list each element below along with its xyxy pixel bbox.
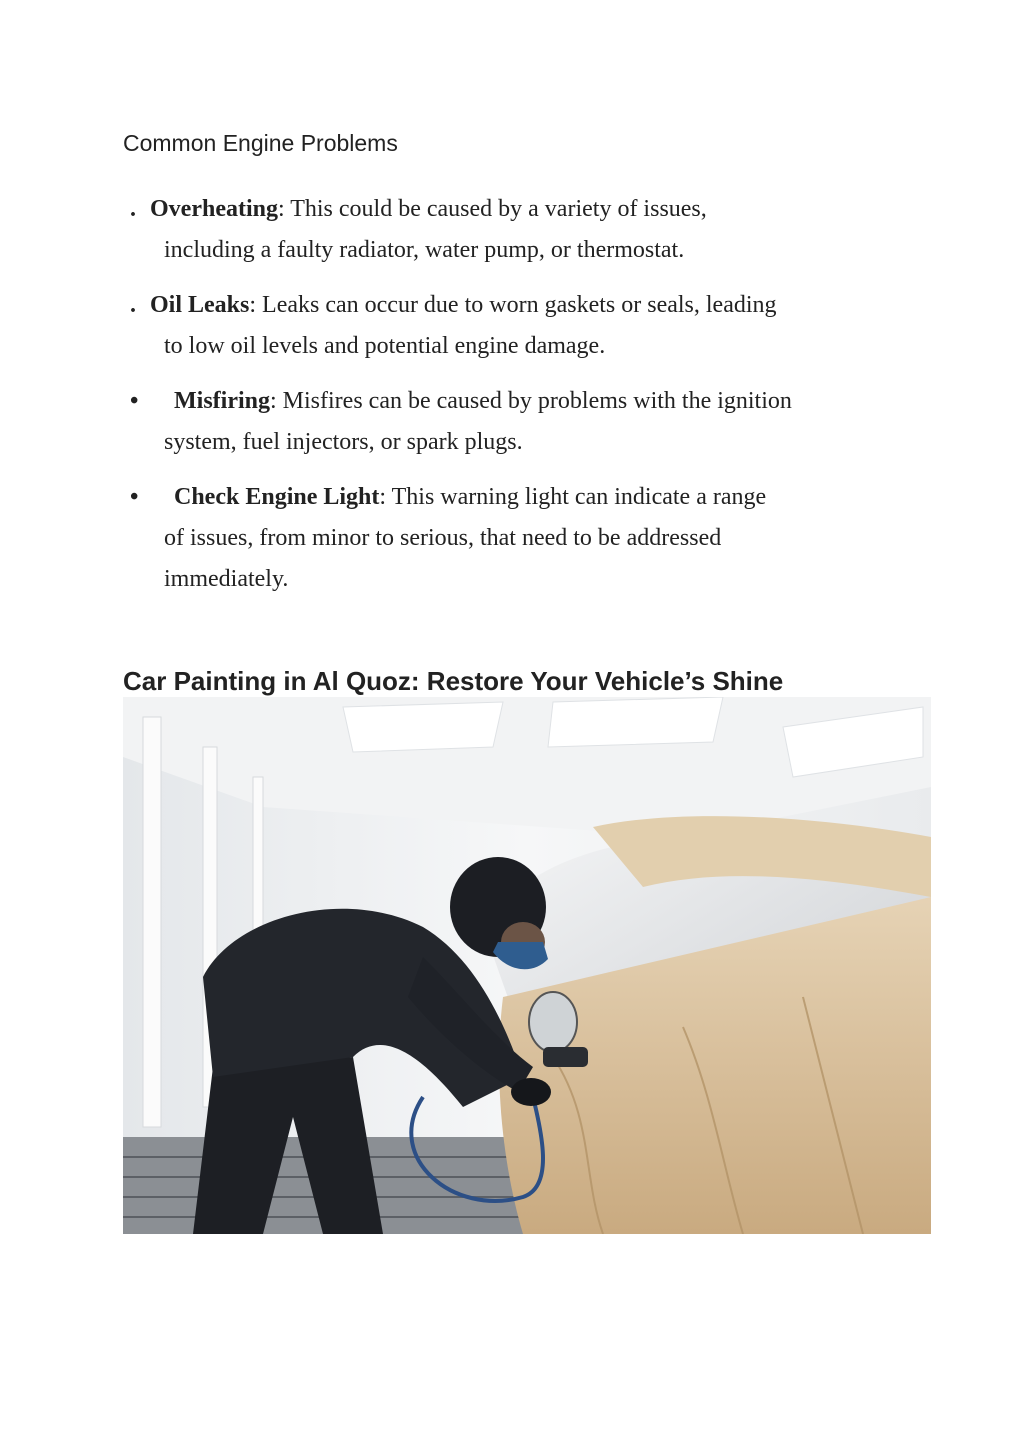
wall-light-strip <box>143 717 161 1127</box>
car-painting-heading: Car Painting in Al Quoz: Restore Your Vehicle’s Shine <box>123 666 784 696</box>
problem-description-start: : This could be caused by a variety of issues, <box>277 196 707 222</box>
problem-description-start: : This warning light can indicate a range <box>379 484 767 510</box>
list-marker: . <box>130 196 136 222</box>
problem-description-rest: system, fuel injectors, or spark plugs. <box>164 429 523 455</box>
problem-term: Misfiring <box>174 388 270 414</box>
list-marker: . <box>130 292 136 318</box>
ceiling-light-panel <box>548 697 723 747</box>
spray-gun-cup <box>529 992 577 1052</box>
bullet-marker: • <box>130 388 139 414</box>
problem-description-start: : Misfires can be caused by problems with the ignition <box>270 388 792 414</box>
problem-item-misfiring <box>130 381 920 463</box>
painter-glove <box>511 1078 551 1106</box>
problem-description-rest: to low oil levels and potential engine damage. <box>164 333 606 359</box>
problem-term: Oil Leaks <box>150 292 250 318</box>
problem-item-oil-leaks <box>130 285 920 367</box>
spray-gun-body <box>543 1047 588 1067</box>
problem-description-start: : Leaks can occur due to worn gaskets or seals, leading <box>249 292 777 318</box>
problem-item-check-engine-light <box>130 477 920 600</box>
problem-item-overheating <box>130 189 920 271</box>
problem-term: Check Engine Light <box>174 484 380 510</box>
section-title: Common Engine Problems <box>123 130 398 156</box>
problem-description-rest: including a faulty radiator, water pump, or thermostat. <box>164 237 685 263</box>
problem-description-rest: of issues, from minor to serious, that need to be addressed immediately. <box>164 525 722 592</box>
ceiling-light-panel <box>343 702 503 752</box>
bullet-marker: • <box>130 484 139 510</box>
car-painting-photo <box>123 697 931 1234</box>
problem-term: Overheating <box>150 196 278 222</box>
